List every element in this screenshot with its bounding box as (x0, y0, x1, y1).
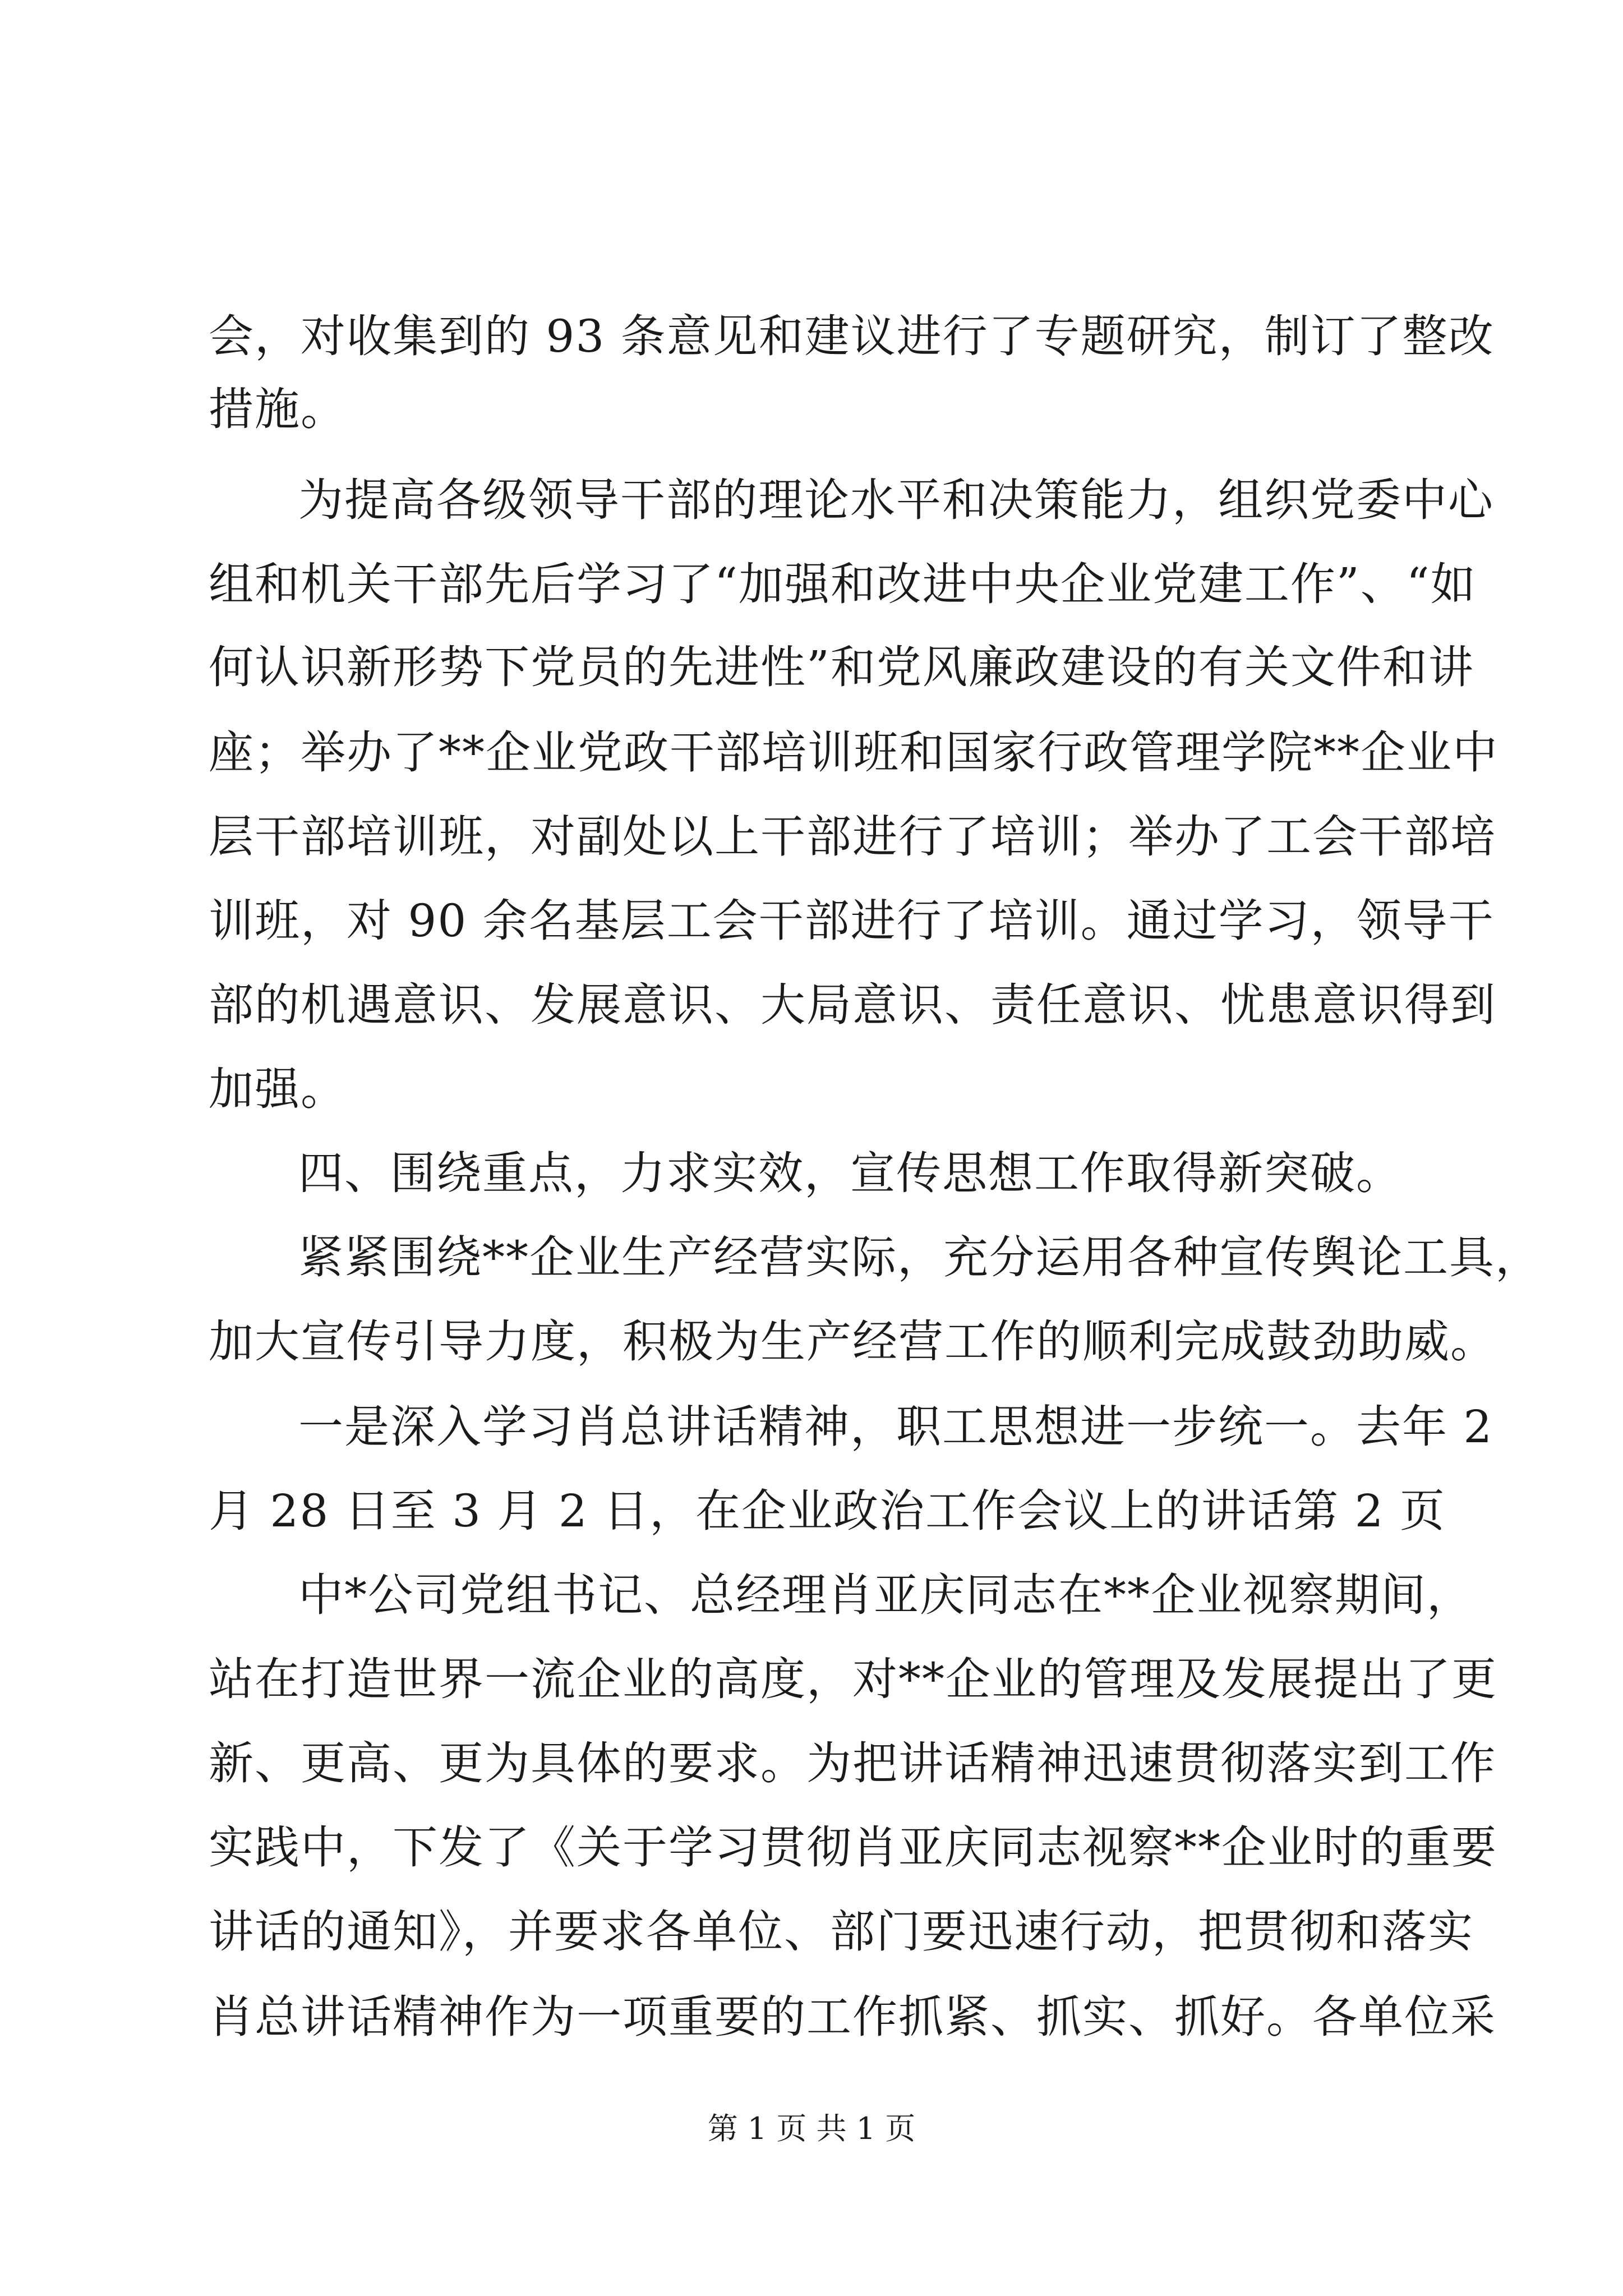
text-line: 组和机关干部先后学习了“加强和改进中央企业党建工作”、“如 (209, 558, 1477, 610)
text-line: 实践中，下发了《关于学习贯彻肖亚庆同志视察**企业时的重要 (209, 1821, 1497, 1874)
text-line: 讲话的通知》，并要求各单位、部门要迅速行动，把贯彻和落实 (209, 1906, 1474, 1958)
text-line: 会，对收集到的 93 条意见和建议进行了专题研究，制订了整改 (209, 310, 1495, 362)
text-line: 新、更高、更为具体的要求。为把讲话精神迅速贯彻落实到工作 (209, 1737, 1496, 1789)
text-line: 加强。 (209, 1063, 347, 1115)
page-number-footer: 第 1 页 共 1 页 (707, 2111, 916, 2146)
section-heading: 四、围绕重点，力求实效，宣传思想工作取得新突破。 (298, 1147, 1402, 1199)
text-line: 月 28 日至 3 月 2 日，在企业政治工作会议上的讲话第 2 页 (209, 1485, 1446, 1537)
text-line: 训班，对 90 余名基层工会干部进行了培训。通过学习，领导干 (209, 895, 1495, 947)
text-line: 层干部培训班，对副处以上干部进行了培训；举办了工会干部培 (209, 811, 1496, 863)
text-line: 肖总讲话精神作为一项重要的工作抓紧、抓实、抓好。各单位采 (209, 1991, 1496, 2043)
text-line: 站在打造世界一流企业的高度，对**企业的管理及发展提出了更 (209, 1653, 1497, 1705)
text-line: 何认识新形势下党员的先进性”和党风廉政建设的有关文件和讲 (209, 641, 1474, 693)
paragraph-first-line: 一是深入学习肖总讲话精神，职工思想进一步统一。去年 2 (298, 1401, 1493, 1453)
text-line: 加大宣传引导力度，积极为生产经营工作的顺利完成鼓劲助威。 (209, 1315, 1496, 1368)
text-line: 措施。 (209, 383, 347, 435)
paragraph-first-line: 紧紧围绕**企业生产经营实际，充分运用各种宣传舆论工具， (298, 1231, 1541, 1283)
paragraph-first-line: 为提高各级领导干部的理论水平和决策能力，组织党委中心 (298, 474, 1494, 526)
text-line: 座；举办了**企业党政干部培训班和国家行政管理学院**企业中 (209, 726, 1498, 779)
paragraph-first-line: 中*公司党组书记、总经理肖亚庆同志在**企业视察期间， (298, 1569, 1473, 1621)
text-line: 部的机遇意识、发展意识、大局意识、责任意识、忧患意识得到 (209, 979, 1496, 1031)
